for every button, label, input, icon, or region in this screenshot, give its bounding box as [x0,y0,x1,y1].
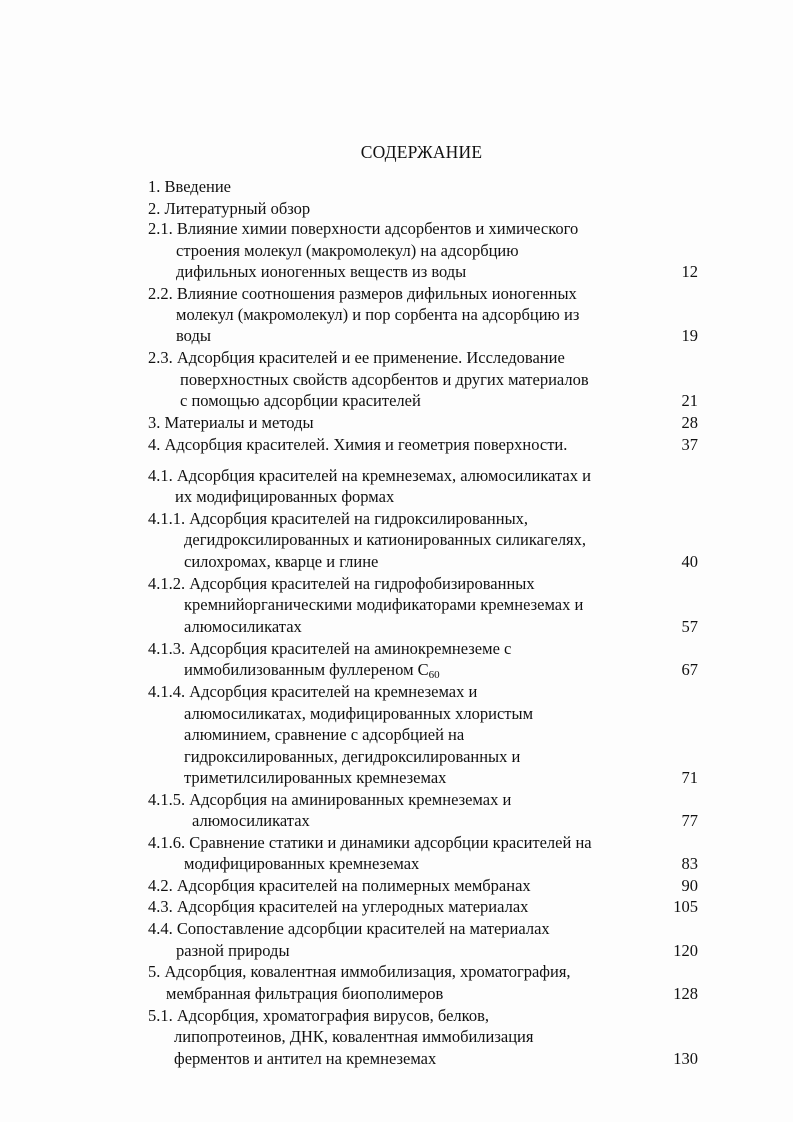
toc-entry-line [176,326,211,346]
toc-entry-text: алюминием, сравнение с адсорбцией на [184,725,465,744]
toc-entry-text: 2. Литературный обзор [148,199,311,218]
toc-entry-line [184,617,302,637]
toc-entry-line [184,747,520,767]
toc-entry-text: 4. Адсорбция красителей. Химия и геометрия поверхности. [148,435,568,454]
toc-entry-text: 2.1. Влияние химии поверхности адсорбентов и химического [148,219,579,238]
toc-page-number: 120 [673,941,698,960]
toc-page-number: 71 [681,768,698,787]
toc-entry-line [148,790,511,810]
toc-entry-line [176,305,579,325]
toc-entry-text: 1. Введение [148,177,232,196]
toc-page-number: 19 [681,326,698,345]
toc-entry-line [174,1049,436,1069]
toc-entry-line [184,530,586,550]
toc-entry-line [148,1006,489,1026]
toc-entry-text: алюмосиликатах [184,617,302,636]
toc-entry-line [184,660,440,680]
toc-entry-line [184,595,583,615]
toc-entry-line [148,284,577,304]
toc-entry-text: с помощью адсорбции красителей [180,391,421,410]
page-title: СОДЕРЖАНИЕ [360,142,483,162]
toc-entry-line [148,509,528,529]
toc-entry-line [148,435,567,455]
toc-page-number: 130 [673,1049,698,1068]
toc-entry-line [175,487,394,507]
toc-entry-text: 2.2. Влияние соотношения размеров дифильных ионогенных [148,284,577,303]
toc-entry-text: ферментов и антител на кремнеземах [174,1049,437,1068]
toc-entry-text: молекул (макромолекул) и пор сорбента на адсорбцию из [176,305,580,324]
toc-entry-text: 4.1.2. Адсорбция красителей на гидрофобизированных [148,574,535,593]
toc-entry-text: модифицированных кремнеземах [184,854,420,873]
toc-page-number: 21 [681,391,698,410]
toc-entry-text: 4.1.6. Сравнение статики и динамики адсорбции красителей на [148,833,592,852]
toc-entry-text: 4.1.5. Адсорбция на аминированных кремнеземах и [148,790,512,809]
toc-entry-text: иммобилизованным фуллереном C [184,660,429,679]
toc-entry-text: триметилсилированных кремнеземах [184,768,447,787]
toc-entry-line [148,348,565,368]
toc-page-number: 40 [681,552,698,571]
toc-entry-text: силохромах, кварце и глине [184,552,379,571]
toc-entry-text: 4.1.1. Адсорбция красителей на гидроксилированных, [148,509,529,528]
toc-page-number: 67 [681,660,698,679]
toc-page-number: 57 [681,617,698,636]
toc-entry-text: дифильных ионогенных веществ из воды [176,262,467,281]
toc-entry-line [184,704,533,724]
toc-entry-text: 4.3. Адсорбция красителей на углеродных материалах [148,897,529,916]
toc-entry-line [176,241,519,261]
toc-entry-line [148,466,591,486]
toc-entry-text: строения молекул (макромолекул) на адсорбцию [176,241,519,260]
toc-entry-text: 3. Материалы и методы [148,413,314,432]
toc-entry-line [148,177,231,197]
toc-entry-text: 5. Адсорбция, ковалентная иммобилизация, хроматография, [148,962,571,981]
toc-entry-text: 4.4. Сопоставление адсорбции красителей на материалах [148,919,550,938]
toc-entry-text: алюмосиликатах [192,811,310,830]
toc-entry-text: гидроксилированных, дегидроксилированных и [184,747,521,766]
toc-entry-text: разной природы [176,941,290,960]
toc-entry-text: 4.1. Адсорбция красителей на кремнеземах, алюмосиликатах и [148,466,591,485]
toc-page-number: 128 [673,984,698,1003]
toc-entry-line [148,639,511,659]
toc-entry-line [148,919,550,939]
toc-entry-line [176,262,466,282]
toc-entry-text: мембранная фильтрация биополимеров [166,984,444,1003]
toc-entry-text: кремнийорганическими модификаторами кремнеземах и [184,595,584,614]
toc-entry-line [176,941,290,961]
toc-page-number: 28 [681,413,698,432]
toc-page-number: 90 [681,876,698,895]
toc-entry-line [148,219,578,239]
toc-entry-line [148,413,314,433]
toc-entry-text: 4.1.4. Адсорбция красителей на кремнеземах и [148,682,478,701]
toc-page-number: 83 [681,854,698,873]
toc-entry-line [184,768,446,788]
toc-entry-line [184,552,378,572]
toc-entry-text: липопротеинов, ДНК, ковалентная иммобилизация [174,1027,534,1046]
toc-entry-text: воды [176,326,211,345]
toc-entry-text: 4.1.3. Адсорбция красителей на аминокремнеземе с [148,639,512,658]
toc-entry-line [148,682,477,702]
toc-entry-line [184,725,464,745]
toc-entry-line [180,391,421,411]
toc-entry-line [148,833,592,853]
toc-entry-line [166,984,443,1004]
toc-entry-text: их модифицированных формах [175,487,395,506]
toc-entry-text: алюмосиликатах, модифицированных хлористым [184,704,534,723]
toc-entry-text: поверхностных свойств адсорбентов и других материалов [180,370,589,389]
toc-entry-line [192,811,310,831]
toc-entry-text: 4.2. Адсорбция красителей на полимерных мембранах [148,876,531,895]
toc-page-number: 77 [681,811,698,830]
toc-entry-text: дегидроксилированных и катионированных силикагелях, [184,530,587,549]
toc-entry-text: 5.1. Адсорбция, хроматография вирусов, белков, [148,1006,489,1025]
toc-entry-line [174,1027,533,1047]
toc-entry-line [184,854,419,874]
toc-entry-line [148,199,310,219]
toc-page-number: 105 [673,897,698,916]
toc-page-number: 37 [681,435,698,454]
toc-entry-line [148,876,531,896]
toc-entry-line [148,897,528,917]
toc-entry-line [180,370,589,390]
toc-entry-text: 2.3. Адсорбция красителей и ее применение. Исследование [148,348,565,367]
subscript: 60 [428,669,440,681]
toc-entry-line [148,574,535,594]
toc-page-number: 12 [681,262,698,281]
toc-entry-line [148,962,571,982]
